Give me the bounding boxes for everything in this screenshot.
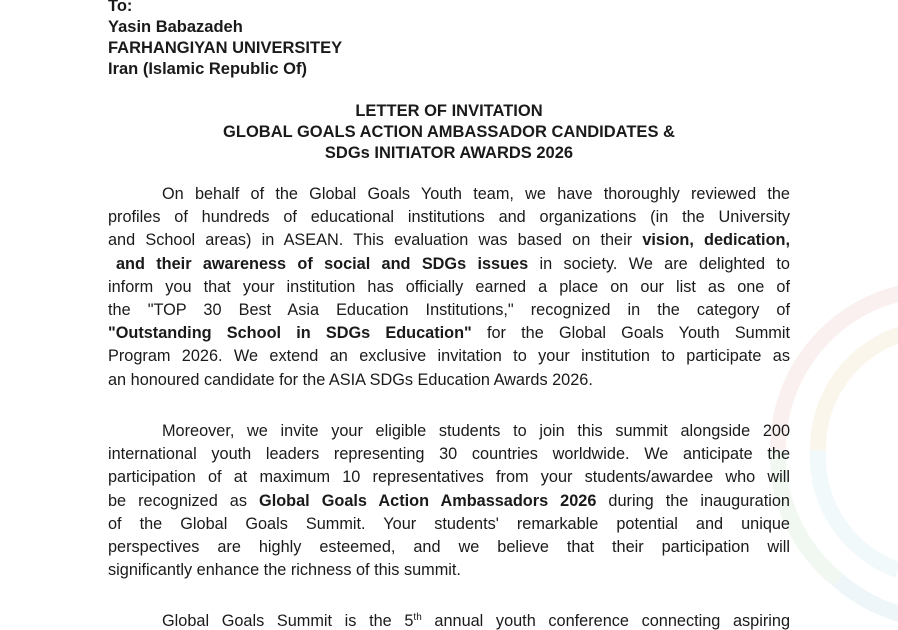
recipient-country: Iran (Islamic Republic Of) [108,60,307,78]
p2-line-1: Moreover, we invite your eligible students to join this summit alongside 200 [162,422,790,440]
heading-line-1: LETTER OF INVITATION [355,102,543,120]
p1-line-4 [108,253,790,276]
p1-line-3-bold: vision, dedication, [642,231,790,250]
paragraph-2 [108,420,790,582]
p1-line-8: Program 2026. We extend an exclusive invitation to your institution to participate as [108,347,790,366]
recipient-institution: FARHANGIYAN UNIVERSITEY [108,39,343,57]
p3-line-1-sup: th [413,612,422,623]
p3-line-1-text-a: Global Goals Summit is the 5 [162,612,414,630]
p2-line-4 [108,490,790,513]
paragraph-3 [108,610,790,630]
p1-line-7 [108,322,790,345]
p3-line-1 [108,610,790,630]
p2-line-3: participation of at maximum 10 representatives from your students/awardee who will [108,468,790,487]
p1-line-4-text: in society. We are delighted to [539,254,790,273]
paragraph-1 [108,183,790,392]
letter-heading [0,101,898,164]
p1-line-3-text: and School areas) in ASEAN. This evaluation was based on their [108,231,633,250]
p1-line-9: an honoured candidate for the ASIA SDGs Education Awards 2026. [108,370,593,389]
p2-line-4-text-a: be recognized as [108,491,248,510]
heading-line-2: GLOBAL GOALS ACTION AMBASSADOR CANDIDATES & [223,123,675,141]
p1-line-1: On behalf of the Global Goals Youth team, we have thoroughly reviewed the [162,185,790,203]
p1-line-7-text: for the Global Goals Youth Summit [486,324,790,343]
recipient-block [108,0,342,80]
p1-line-4-bold: and their awareness of social and SDGs issues [116,254,529,273]
to-label: To: [108,0,133,15]
heading-line-3: SDGs INITIATOR AWARDS 2026 [324,144,574,162]
p1-line-7-bold: "Outstanding School in SDGs Education" [108,324,472,343]
p2-line-5: of the Global Goals Summit. Your students' remarkable potential and unique [108,514,790,533]
p2-line-2: international youth leaders representing 30 countries worldwide. We anticipate the [108,445,790,464]
p1-line-5: inform you that your institution has officially earned a place on our list as one of [108,277,790,296]
p1-line-2: profiles of hundreds of educational institutions and organizations (in the University [108,208,790,227]
p2-line-7: significantly enhance the richness of this summit. [108,561,461,580]
p3-line-1-text-b: annual youth conference connecting aspiring [434,612,790,630]
recipient-name: Yasin Babazadeh [108,18,243,36]
p2-line-4-bold: Global Goals Action Ambassadors 2026 [259,491,597,510]
p1-line-6: the "TOP 30 Best Asia Education Institutions," recognized in the category of [108,301,790,320]
p1-line-3 [108,229,790,252]
p2-line-6: perspectives are highly esteemed, and we believe that their participation will [108,538,790,557]
p2-line-4-text-b: during the inauguration [608,491,790,510]
